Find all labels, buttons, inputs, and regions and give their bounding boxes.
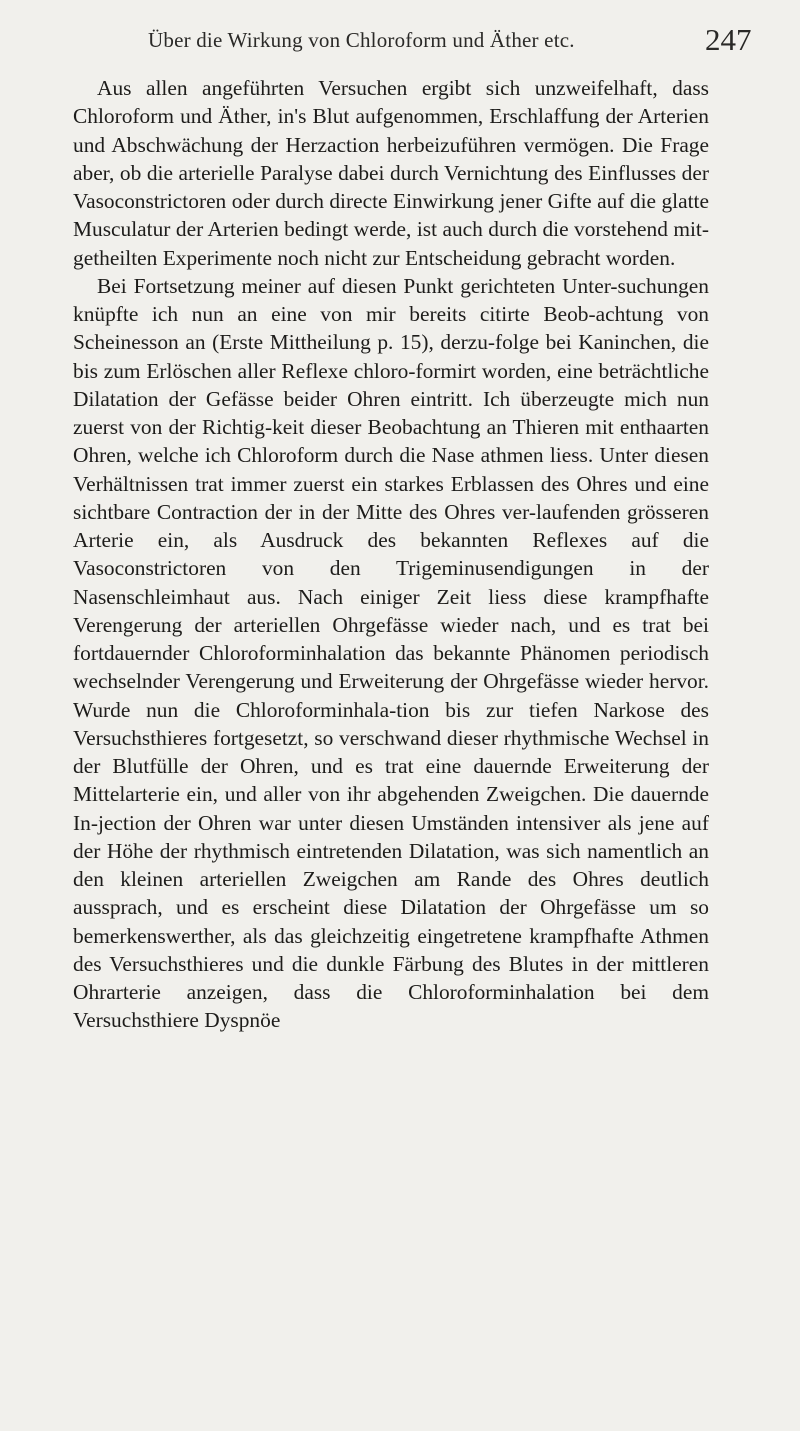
paragraph-1: Aus allen angeführten Versuchen ergibt sich unzweifelhaft, dass Chloroform und Äther, in's Blut aufgenommen, Erschlaffung der Arterien und Abschwächung der Herzaction herbeizuführen vermögen. Die Frage aber, ob die arterielle Paralyse dabei durch Vernichtung des Einflusses der Vasoconstrictoren oder durch directe Einwirkung jener Gifte auf die glatte Musculatur der Arterien bedingt werde, ist auch durch die vorstehend mit-getheilten Experimente noch nicht zur Entscheidung gebracht worden.: [73, 76, 709, 270]
page-number: 247: [705, 22, 752, 57]
running-title: Über die Wirkung von Chloroform und Äther etc.: [148, 28, 575, 52]
paragraph-2: Bei Fortsetzung meiner auf diesen Punkt gerichteten Unter-suchungen knüpfte ich nun an eine von mir bereits citirte Beob-achtung von Scheinesson an (Erste Mittheilung p. 15), derzu-folge bei Kaninchen, die bis zum Erlöschen aller Reflexe chloro-formirt worden, eine beträchtliche Dilatation der Gefässe beider Ohren eintritt. Ich überzeugte mich nun zuerst von der Richtig-keit dieser Beobachtung an Thieren mit enthaarten Ohren, welche ich Chloroform durch die Nase athmen liess. Unter diesen Verhältnissen trat immer zuerst ein starkes Erblassen des Ohres und eine sichtbare Contraction der in der Mitte des Ohres ver-laufenden grösseren Arterie ein, als Ausdruck des bekannten Reflexes auf die Vasoconstrictoren von den Trigeminusendigungen in der Nasenschleimhaut aus. Nach einiger Zeit liess diese krampfhafte Verengerung der arteriellen Ohrgefässe wieder nach, und es trat bei fortdauernder Chloroforminhalation das bekannte Phänomen periodisch wechselnder Verengerung und Erweiterung der Ohrgefässe wieder hervor. Wurde nun die Chloroforminhala-tion bis zur tiefen Narkose des Versuchsthieres fortgesetzt, so verschwand dieser rhythmische Wechsel in der Blutfülle der Ohren, und es trat eine dauernde Erweiterung der Mittelarterie ein, und aller von ihr abgehenden Zweigchen. Die dauernde In-jection der Ohren war unter diesen Umständen intensiver als jene auf der Höhe der rhythmisch eintretenden Dilatation, was sich namentlich an den kleinen arteriellen Zweigchen am Rande des Ohres deutlich aussprach, und es erscheint diese Dilatation der Ohrgefässe um so bemerkenswerther, als das gleichzeitig eingetretene krampfhafte Athmen des Versuchsthieres und die dunkle Färbung des Blutes in der mittleren Ohrarterie anzeigen, dass die Chloroforminhalation bei dem Versuchsthiere Dyspnöe: [73, 273, 709, 1033]
body-text: [73, 74, 709, 1035]
running-head: [0, 22, 800, 62]
